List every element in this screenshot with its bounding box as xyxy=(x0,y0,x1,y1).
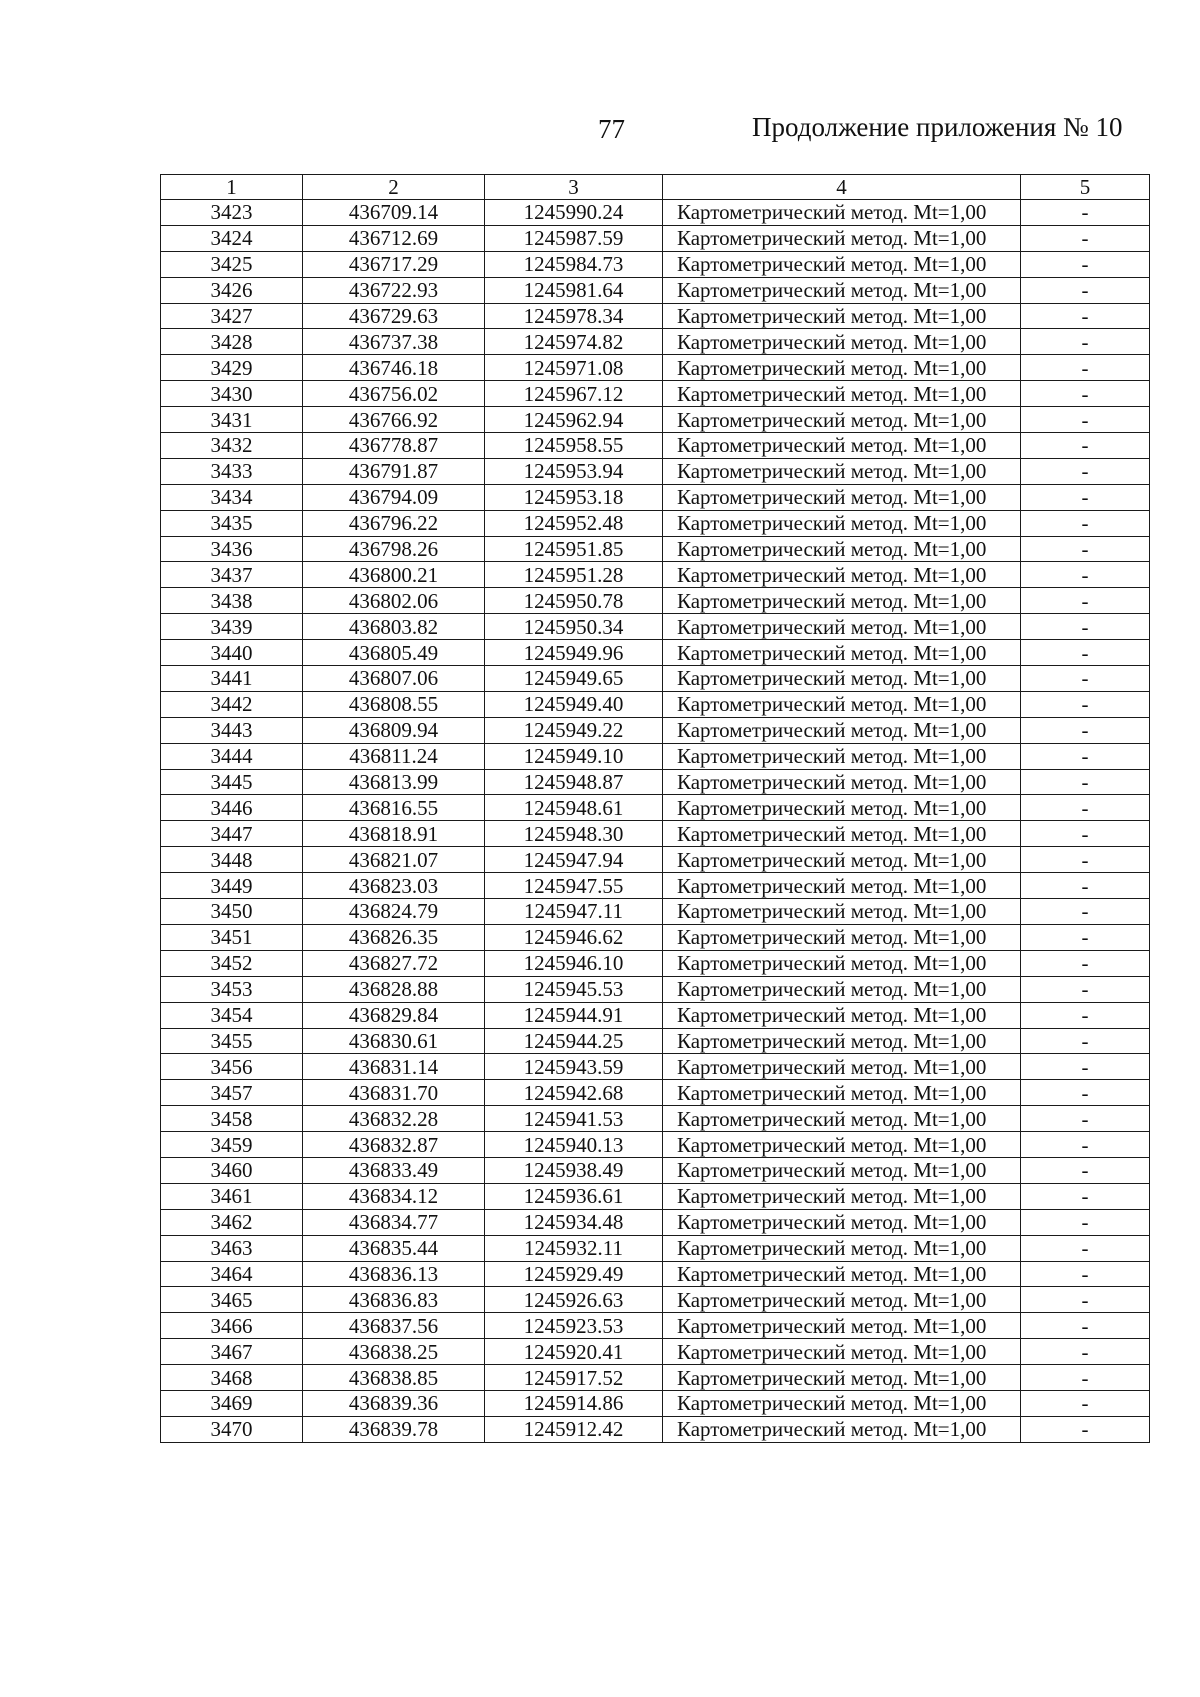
note-cell: - xyxy=(1021,1054,1150,1080)
y-coordinate-cell: 1245949.22 xyxy=(485,717,663,743)
table-row xyxy=(161,821,1150,847)
method-cell: Картометрический метод. Mt=1,00 xyxy=(663,407,1021,433)
note-cell: - xyxy=(1021,924,1150,950)
point-number-cell: 3470 xyxy=(161,1416,303,1442)
note-cell: - xyxy=(1021,1261,1150,1287)
x-coordinate-cell: 436813.99 xyxy=(303,769,485,795)
table-row xyxy=(161,873,1150,899)
point-number-cell: 3430 xyxy=(161,381,303,407)
y-coordinate-cell: 1245967.12 xyxy=(485,381,663,407)
point-number-cell: 3451 xyxy=(161,924,303,950)
table-row xyxy=(161,458,1150,484)
x-coordinate-cell: 436722.93 xyxy=(303,277,485,303)
point-number-cell: 3436 xyxy=(161,536,303,562)
x-coordinate-cell: 436809.94 xyxy=(303,717,485,743)
note-cell: - xyxy=(1021,691,1150,717)
table-header-row xyxy=(161,175,1150,200)
method-cell: Картометрический метод. Mt=1,00 xyxy=(663,1054,1021,1080)
method-cell: Картометрический метод. Mt=1,00 xyxy=(663,458,1021,484)
x-coordinate-cell: 436807.06 xyxy=(303,666,485,692)
point-number-cell: 3427 xyxy=(161,303,303,329)
column-header-5: 5 xyxy=(1021,175,1150,200)
y-coordinate-cell: 1245971.08 xyxy=(485,355,663,381)
table-row xyxy=(161,225,1150,251)
y-coordinate-cell: 1245949.65 xyxy=(485,666,663,692)
y-coordinate-cell: 1245951.28 xyxy=(485,562,663,588)
method-cell: Картометрический метод. Mt=1,00 xyxy=(663,1365,1021,1391)
y-coordinate-cell: 1245953.18 xyxy=(485,484,663,510)
x-coordinate-cell: 436808.55 xyxy=(303,691,485,717)
note-cell: - xyxy=(1021,795,1150,821)
x-coordinate-cell: 436816.55 xyxy=(303,795,485,821)
y-coordinate-cell: 1245946.62 xyxy=(485,924,663,950)
y-coordinate-cell: 1245942.68 xyxy=(485,1080,663,1106)
table-row xyxy=(161,1132,1150,1158)
method-cell: Картометрический метод. Mt=1,00 xyxy=(663,1416,1021,1442)
point-number-cell: 3426 xyxy=(161,277,303,303)
appendix-continuation-title: Продолжение приложения № 10 xyxy=(752,112,1123,142)
y-coordinate-cell: 1245951.85 xyxy=(485,536,663,562)
method-cell: Картометрический метод. Mt=1,00 xyxy=(663,1235,1021,1261)
note-cell: - xyxy=(1021,821,1150,847)
note-cell: - xyxy=(1021,640,1150,666)
method-cell: Картометрический метод. Mt=1,00 xyxy=(663,303,1021,329)
column-header-4: 4 xyxy=(663,175,1021,200)
y-coordinate-cell: 1245936.61 xyxy=(485,1183,663,1209)
method-cell: Картометрический метод. Mt=1,00 xyxy=(663,329,1021,355)
x-coordinate-cell: 436766.92 xyxy=(303,407,485,433)
note-cell: - xyxy=(1021,1365,1150,1391)
point-number-cell: 3460 xyxy=(161,1157,303,1183)
x-coordinate-cell: 436836.13 xyxy=(303,1261,485,1287)
point-number-cell: 3465 xyxy=(161,1287,303,1313)
point-number-cell: 3463 xyxy=(161,1235,303,1261)
table-row xyxy=(161,355,1150,381)
method-cell: Картометрический метод. Mt=1,00 xyxy=(663,873,1021,899)
table-row xyxy=(161,562,1150,588)
point-number-cell: 3425 xyxy=(161,251,303,277)
note-cell: - xyxy=(1021,1209,1150,1235)
point-number-cell: 3459 xyxy=(161,1132,303,1158)
y-coordinate-cell: 1245944.91 xyxy=(485,1002,663,1028)
x-coordinate-cell: 436824.79 xyxy=(303,899,485,925)
point-number-cell: 3466 xyxy=(161,1313,303,1339)
point-number-cell: 3434 xyxy=(161,484,303,510)
point-number-cell: 3450 xyxy=(161,899,303,925)
x-coordinate-cell: 436796.22 xyxy=(303,510,485,536)
x-coordinate-cell: 436737.38 xyxy=(303,329,485,355)
x-coordinate-cell: 436791.87 xyxy=(303,458,485,484)
point-number-cell: 3423 xyxy=(161,200,303,226)
table-row xyxy=(161,1261,1150,1287)
x-coordinate-cell: 436828.88 xyxy=(303,976,485,1002)
table-row xyxy=(161,1339,1150,1365)
x-coordinate-cell: 436821.07 xyxy=(303,847,485,873)
point-number-cell: 3432 xyxy=(161,433,303,459)
table-row xyxy=(161,743,1150,769)
method-cell: Картометрический метод. Mt=1,00 xyxy=(663,1106,1021,1132)
point-number-cell: 3439 xyxy=(161,614,303,640)
note-cell: - xyxy=(1021,1028,1150,1054)
point-number-cell: 3445 xyxy=(161,769,303,795)
method-cell: Картометрический метод. Mt=1,00 xyxy=(663,251,1021,277)
x-coordinate-cell: 436746.18 xyxy=(303,355,485,381)
note-cell: - xyxy=(1021,433,1150,459)
y-coordinate-cell: 1245920.41 xyxy=(485,1339,663,1365)
x-coordinate-cell: 436833.49 xyxy=(303,1157,485,1183)
y-coordinate-cell: 1245962.94 xyxy=(485,407,663,433)
x-coordinate-cell: 436778.87 xyxy=(303,433,485,459)
x-coordinate-cell: 436838.85 xyxy=(303,1365,485,1391)
x-coordinate-cell: 436838.25 xyxy=(303,1339,485,1365)
table-row xyxy=(161,1054,1150,1080)
x-coordinate-cell: 436794.09 xyxy=(303,484,485,510)
note-cell: - xyxy=(1021,225,1150,251)
table-row xyxy=(161,329,1150,355)
method-cell: Картометрический метод. Mt=1,00 xyxy=(663,847,1021,873)
y-coordinate-cell: 1245958.55 xyxy=(485,433,663,459)
method-cell: Картометрический метод. Mt=1,00 xyxy=(663,924,1021,950)
table-row xyxy=(161,769,1150,795)
note-cell: - xyxy=(1021,303,1150,329)
y-coordinate-cell: 1245914.86 xyxy=(485,1390,663,1416)
x-coordinate-cell: 436831.70 xyxy=(303,1080,485,1106)
x-coordinate-cell: 436839.78 xyxy=(303,1416,485,1442)
method-cell: Картометрический метод. Mt=1,00 xyxy=(663,1313,1021,1339)
note-cell: - xyxy=(1021,329,1150,355)
table-row xyxy=(161,1390,1150,1416)
method-cell: Картометрический метод. Mt=1,00 xyxy=(663,1261,1021,1287)
x-coordinate-cell: 436834.12 xyxy=(303,1183,485,1209)
note-cell: - xyxy=(1021,277,1150,303)
method-cell: Картометрический метод. Mt=1,00 xyxy=(663,1080,1021,1106)
point-number-cell: 3458 xyxy=(161,1106,303,1132)
y-coordinate-cell: 1245947.94 xyxy=(485,847,663,873)
table-row xyxy=(161,1002,1150,1028)
x-coordinate-cell: 436805.49 xyxy=(303,640,485,666)
y-coordinate-cell: 1245929.49 xyxy=(485,1261,663,1287)
note-cell: - xyxy=(1021,1002,1150,1028)
x-coordinate-cell: 436712.69 xyxy=(303,225,485,251)
x-coordinate-cell: 436709.14 xyxy=(303,200,485,226)
y-coordinate-cell: 1245946.10 xyxy=(485,950,663,976)
point-number-cell: 3449 xyxy=(161,873,303,899)
method-cell: Картометрический метод. Mt=1,00 xyxy=(663,536,1021,562)
point-number-cell: 3468 xyxy=(161,1365,303,1391)
point-number-cell: 3442 xyxy=(161,691,303,717)
point-number-cell: 3437 xyxy=(161,562,303,588)
method-cell: Картометрический метод. Mt=1,00 xyxy=(663,743,1021,769)
table-row xyxy=(161,924,1150,950)
table-row xyxy=(161,1028,1150,1054)
point-number-cell: 3441 xyxy=(161,666,303,692)
x-coordinate-cell: 436823.03 xyxy=(303,873,485,899)
y-coordinate-cell: 1245990.24 xyxy=(485,200,663,226)
table-row xyxy=(161,277,1150,303)
method-cell: Картометрический метод. Mt=1,00 xyxy=(663,769,1021,795)
x-coordinate-cell: 436818.91 xyxy=(303,821,485,847)
point-number-cell: 3455 xyxy=(161,1028,303,1054)
x-coordinate-cell: 436839.36 xyxy=(303,1390,485,1416)
method-cell: Картометрический метод. Mt=1,00 xyxy=(663,433,1021,459)
y-coordinate-cell: 1245949.40 xyxy=(485,691,663,717)
method-cell: Картометрический метод. Mt=1,00 xyxy=(663,899,1021,925)
method-cell: Картометрический метод. Mt=1,00 xyxy=(663,355,1021,381)
method-cell: Картометрический метод. Mt=1,00 xyxy=(663,1209,1021,1235)
y-coordinate-cell: 1245950.78 xyxy=(485,588,663,614)
table-row xyxy=(161,1080,1150,1106)
x-coordinate-cell: 436802.06 xyxy=(303,588,485,614)
table-row xyxy=(161,1365,1150,1391)
method-cell: Картометрический метод. Mt=1,00 xyxy=(663,976,1021,1002)
x-coordinate-cell: 436827.72 xyxy=(303,950,485,976)
y-coordinate-cell: 1245943.59 xyxy=(485,1054,663,1080)
note-cell: - xyxy=(1021,1080,1150,1106)
note-cell: - xyxy=(1021,1313,1150,1339)
method-cell: Картометрический метод. Mt=1,00 xyxy=(663,588,1021,614)
x-coordinate-cell: 436832.28 xyxy=(303,1106,485,1132)
point-number-cell: 3443 xyxy=(161,717,303,743)
point-number-cell: 3424 xyxy=(161,225,303,251)
x-coordinate-cell: 436837.56 xyxy=(303,1313,485,1339)
note-cell: - xyxy=(1021,873,1150,899)
point-number-cell: 3446 xyxy=(161,795,303,821)
point-number-cell: 3462 xyxy=(161,1209,303,1235)
note-cell: - xyxy=(1021,536,1150,562)
note-cell: - xyxy=(1021,458,1150,484)
table-row xyxy=(161,691,1150,717)
method-cell: Картометрический метод. Mt=1,00 xyxy=(663,1287,1021,1313)
y-coordinate-cell: 1245947.11 xyxy=(485,899,663,925)
y-coordinate-cell: 1245987.59 xyxy=(485,225,663,251)
note-cell: - xyxy=(1021,614,1150,640)
x-coordinate-cell: 436803.82 xyxy=(303,614,485,640)
x-coordinate-cell: 436836.83 xyxy=(303,1287,485,1313)
method-cell: Картометрический метод. Mt=1,00 xyxy=(663,277,1021,303)
method-cell: Картометрический метод. Mt=1,00 xyxy=(663,510,1021,536)
point-number-cell: 3453 xyxy=(161,976,303,1002)
method-cell: Картометрический метод. Mt=1,00 xyxy=(663,1183,1021,1209)
table-row xyxy=(161,484,1150,510)
point-number-cell: 3461 xyxy=(161,1183,303,1209)
table-row xyxy=(161,847,1150,873)
note-cell: - xyxy=(1021,510,1150,536)
coordinates-table xyxy=(160,174,1150,1443)
point-number-cell: 3428 xyxy=(161,329,303,355)
table-row xyxy=(161,303,1150,329)
method-cell: Картометрический метод. Mt=1,00 xyxy=(663,200,1021,226)
note-cell: - xyxy=(1021,1235,1150,1261)
table-row xyxy=(161,536,1150,562)
table-row xyxy=(161,666,1150,692)
note-cell: - xyxy=(1021,1106,1150,1132)
y-coordinate-cell: 1245984.73 xyxy=(485,251,663,277)
table-row xyxy=(161,976,1150,1002)
table-row xyxy=(161,614,1150,640)
y-coordinate-cell: 1245941.53 xyxy=(485,1106,663,1132)
point-number-cell: 3469 xyxy=(161,1390,303,1416)
x-coordinate-cell: 436829.84 xyxy=(303,1002,485,1028)
x-coordinate-cell: 436756.02 xyxy=(303,381,485,407)
x-coordinate-cell: 436798.26 xyxy=(303,536,485,562)
y-coordinate-cell: 1245948.87 xyxy=(485,769,663,795)
note-cell: - xyxy=(1021,1157,1150,1183)
y-coordinate-cell: 1245981.64 xyxy=(485,277,663,303)
method-cell: Картометрический метод. Mt=1,00 xyxy=(663,1339,1021,1365)
note-cell: - xyxy=(1021,717,1150,743)
note-cell: - xyxy=(1021,200,1150,226)
note-cell: - xyxy=(1021,769,1150,795)
note-cell: - xyxy=(1021,1132,1150,1158)
point-number-cell: 3435 xyxy=(161,510,303,536)
column-header-2: 2 xyxy=(303,175,485,200)
point-number-cell: 3464 xyxy=(161,1261,303,1287)
note-cell: - xyxy=(1021,899,1150,925)
table-row xyxy=(161,200,1150,226)
x-coordinate-cell: 436800.21 xyxy=(303,562,485,588)
method-cell: Картометрический метод. Mt=1,00 xyxy=(663,795,1021,821)
y-coordinate-cell: 1245912.42 xyxy=(485,1416,663,1442)
y-coordinate-cell: 1245932.11 xyxy=(485,1235,663,1261)
method-cell: Картометрический метод. Mt=1,00 xyxy=(663,562,1021,588)
note-cell: - xyxy=(1021,484,1150,510)
method-cell: Картометрический метод. Mt=1,00 xyxy=(663,1157,1021,1183)
table-row xyxy=(161,1157,1150,1183)
method-cell: Картометрический метод. Mt=1,00 xyxy=(663,717,1021,743)
table-row xyxy=(161,1235,1150,1261)
x-coordinate-cell: 436835.44 xyxy=(303,1235,485,1261)
point-number-cell: 3448 xyxy=(161,847,303,873)
note-cell: - xyxy=(1021,407,1150,433)
x-coordinate-cell: 436729.63 xyxy=(303,303,485,329)
page-number: 77 xyxy=(598,114,625,144)
point-number-cell: 3454 xyxy=(161,1002,303,1028)
table-row xyxy=(161,1313,1150,1339)
table-row xyxy=(161,899,1150,925)
table-body xyxy=(161,200,1150,1443)
y-coordinate-cell: 1245947.55 xyxy=(485,873,663,899)
method-cell: Картометрический метод. Mt=1,00 xyxy=(663,1028,1021,1054)
method-cell: Картометрический метод. Mt=1,00 xyxy=(663,614,1021,640)
note-cell: - xyxy=(1021,251,1150,277)
column-header-3: 3 xyxy=(485,175,663,200)
table-row xyxy=(161,381,1150,407)
x-coordinate-cell: 436826.35 xyxy=(303,924,485,950)
table-row xyxy=(161,588,1150,614)
y-coordinate-cell: 1245938.49 xyxy=(485,1157,663,1183)
y-coordinate-cell: 1245949.96 xyxy=(485,640,663,666)
table-row xyxy=(161,1287,1150,1313)
note-cell: - xyxy=(1021,666,1150,692)
note-cell: - xyxy=(1021,355,1150,381)
table-row xyxy=(161,950,1150,976)
note-cell: - xyxy=(1021,847,1150,873)
y-coordinate-cell: 1245953.94 xyxy=(485,458,663,484)
point-number-cell: 3467 xyxy=(161,1339,303,1365)
y-coordinate-cell: 1245949.10 xyxy=(485,743,663,769)
note-cell: - xyxy=(1021,1390,1150,1416)
method-cell: Картометрический метод. Mt=1,00 xyxy=(663,821,1021,847)
x-coordinate-cell: 436832.87 xyxy=(303,1132,485,1158)
method-cell: Картометрический метод. Mt=1,00 xyxy=(663,691,1021,717)
x-coordinate-cell: 436830.61 xyxy=(303,1028,485,1054)
point-number-cell: 3452 xyxy=(161,950,303,976)
table-row xyxy=(161,640,1150,666)
column-header-1: 1 xyxy=(161,175,303,200)
method-cell: Картометрический метод. Mt=1,00 xyxy=(663,484,1021,510)
table-row xyxy=(161,510,1150,536)
y-coordinate-cell: 1245945.53 xyxy=(485,976,663,1002)
note-cell: - xyxy=(1021,743,1150,769)
table-row xyxy=(161,1106,1150,1132)
table-row xyxy=(161,433,1150,459)
point-number-cell: 3440 xyxy=(161,640,303,666)
y-coordinate-cell: 1245934.48 xyxy=(485,1209,663,1235)
point-number-cell: 3456 xyxy=(161,1054,303,1080)
table-row xyxy=(161,1183,1150,1209)
point-number-cell: 3438 xyxy=(161,588,303,614)
y-coordinate-cell: 1245917.52 xyxy=(485,1365,663,1391)
y-coordinate-cell: 1245952.48 xyxy=(485,510,663,536)
method-cell: Картометрический метод. Mt=1,00 xyxy=(663,666,1021,692)
method-cell: Картометрический метод. Mt=1,00 xyxy=(663,1390,1021,1416)
point-number-cell: 3429 xyxy=(161,355,303,381)
note-cell: - xyxy=(1021,1287,1150,1313)
x-coordinate-cell: 436834.77 xyxy=(303,1209,485,1235)
y-coordinate-cell: 1245948.61 xyxy=(485,795,663,821)
table-row xyxy=(161,717,1150,743)
y-coordinate-cell: 1245974.82 xyxy=(485,329,663,355)
table-row xyxy=(161,1416,1150,1442)
point-number-cell: 3444 xyxy=(161,743,303,769)
method-cell: Картометрический метод. Mt=1,00 xyxy=(663,950,1021,976)
point-number-cell: 3457 xyxy=(161,1080,303,1106)
table-row xyxy=(161,1209,1150,1235)
note-cell: - xyxy=(1021,562,1150,588)
note-cell: - xyxy=(1021,1339,1150,1365)
note-cell: - xyxy=(1021,1416,1150,1442)
method-cell: Картометрический метод. Mt=1,00 xyxy=(663,381,1021,407)
point-number-cell: 3431 xyxy=(161,407,303,433)
x-coordinate-cell: 436717.29 xyxy=(303,251,485,277)
point-number-cell: 3447 xyxy=(161,821,303,847)
method-cell: Картометрический метод. Mt=1,00 xyxy=(663,640,1021,666)
y-coordinate-cell: 1245923.53 xyxy=(485,1313,663,1339)
x-coordinate-cell: 436811.24 xyxy=(303,743,485,769)
table-row xyxy=(161,795,1150,821)
y-coordinate-cell: 1245926.63 xyxy=(485,1287,663,1313)
method-cell: Картометрический метод. Mt=1,00 xyxy=(663,1002,1021,1028)
note-cell: - xyxy=(1021,588,1150,614)
table-row xyxy=(161,407,1150,433)
method-cell: Картометрический метод. Mt=1,00 xyxy=(663,225,1021,251)
note-cell: - xyxy=(1021,976,1150,1002)
x-coordinate-cell: 436831.14 xyxy=(303,1054,485,1080)
y-coordinate-cell: 1245944.25 xyxy=(485,1028,663,1054)
y-coordinate-cell: 1245978.34 xyxy=(485,303,663,329)
note-cell: - xyxy=(1021,1183,1150,1209)
y-coordinate-cell: 1245940.13 xyxy=(485,1132,663,1158)
table-row xyxy=(161,251,1150,277)
y-coordinate-cell: 1245950.34 xyxy=(485,614,663,640)
note-cell: - xyxy=(1021,950,1150,976)
point-number-cell: 3433 xyxy=(161,458,303,484)
note-cell: - xyxy=(1021,381,1150,407)
y-coordinate-cell: 1245948.30 xyxy=(485,821,663,847)
method-cell: Картометрический метод. Mt=1,00 xyxy=(663,1132,1021,1158)
